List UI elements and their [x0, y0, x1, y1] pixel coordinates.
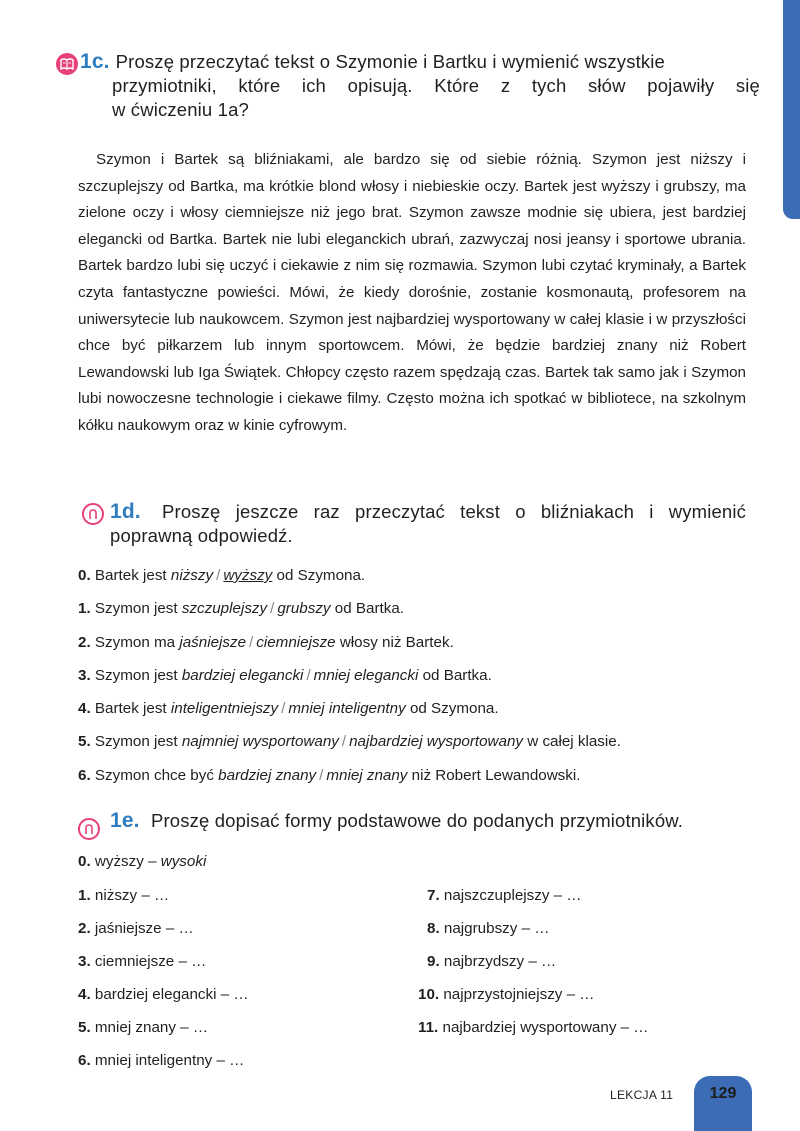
exercise-1c-instruction: 1c. Proszę przeczytać tekst o Szymonie i Bartku i wymienić wszystkie przymiotniki, które ich opisują. Które z tych słów pojawiły się w ćwiczeniu 1a? — [80, 50, 760, 120]
reading-text: Szymon i Bartek są bliźniakami, ale bardzo się od siebie różnią. Szymon jest niższy i szczuplejszy od Bartka, ma krótkie blond włosy i niebieskie oczy. Bartek jest wyższy i grubszy, ma zielone oczy i włosy ciemniejsze niż jego brat. Szymon zawsze modnie się ubiera, jest bardziej elegancki od Bartka. Bartek nie lubi eleganckich ubrań, zazwyczaj nosi jeansy i sportowe ubrania. Bartek bardzo lubi się uczyć i ciekawie z nim się rozmawia. Szymon lubi czytać kryminały, a Bartek czyta fantastyczne powieści. Mówi, że kiedy dorośnie, zostanie kosmonautą, profesorem na uniwersytecie lub naukowcem. Szymon jest najbardziej wysportowany w całej klasie i w przyszłości chce być piłkarzem lub innym sportowcem. Mówi, że będzie bardziej znany niż Robert Lewandowski lub Iga Świątek. Chłopcy często razem spędzają czas. Bartek tak samo jak i Szymon lubi nowoczesne technologie i ciekawe filmy. Często można ich spotkać w bibliotece, na szkolnym kółku naukowym oraz w kinie cyfrowym. — [78, 151, 746, 434]
list-item: 1. niższy – … — [78, 887, 170, 904]
list-item: 2. jaśniejsze – … — [78, 920, 194, 937]
hand-icon — [78, 818, 100, 840]
exercise-number: 1d. — [110, 500, 141, 523]
book-icon — [56, 53, 78, 75]
example-item: 0. wyższy – wysoki — [78, 853, 207, 870]
list-item: 6. Szymon chce być bardziej znany / mniej znany niż Robert Lewandowski. — [78, 766, 581, 784]
lesson-label: LEKCJA 11 — [610, 1088, 674, 1102]
chapter-side-tab — [783, 0, 800, 219]
list-item: 10. najprzystojniejszy – … — [418, 986, 595, 1003]
list-item: 9. najbrzydszy – … — [427, 953, 557, 970]
list-item: 8. najgrubszy – … — [427, 920, 550, 937]
exercise-1e-instruction: 1e. Proszę dopisać formy podstawowe do podanych przymiotników. — [110, 809, 684, 832]
exercise-1d-instruction: 1d. Proszę jeszcze raz przeczytać tekst o bliźniakach i wymienić poprawną odpowiedź. — [110, 500, 746, 546]
list-item: 3. Szymon jest bardziej elegancki / mniej elegancki od Bartka. — [78, 666, 492, 684]
exercise-1d-list — [78, 564, 768, 797]
list-item: 4. Bartek jest inteligentniejszy / mniej inteligentny od Szymona. — [78, 700, 499, 718]
list-item: 4. bardziej elegancki – … — [78, 986, 249, 1003]
list-item: 11. najbardziej wysportowany – … — [418, 1019, 649, 1036]
list-item: 6. mniej inteligentny – … — [78, 1052, 245, 1069]
list-item: 2. Szymon ma jaśniejsze / ciemniejsze włosy niż Bartek. — [78, 633, 454, 651]
page-number: 129 — [694, 1076, 752, 1131]
list-item: 3. ciemniejsze – … — [78, 953, 207, 970]
list-item: 0. Bartek jest niższy / wyższy od Szymona. — [78, 567, 366, 584]
exercise-number: 1e. — [110, 809, 140, 832]
list-item: 7. najszczuplejszy – … — [427, 887, 582, 904]
list-item: 1. Szymon jest szczuplejszy / grubszy od Bartka. — [78, 600, 404, 618]
hand-icon — [82, 503, 104, 525]
list-item: 5. Szymon jest najmniej wysportowany / najbardziej wysportowany w całej klasie. — [78, 733, 621, 751]
list-item: 5. mniej znany – … — [78, 1019, 209, 1036]
exercise-number: 1c. — [80, 50, 110, 73]
